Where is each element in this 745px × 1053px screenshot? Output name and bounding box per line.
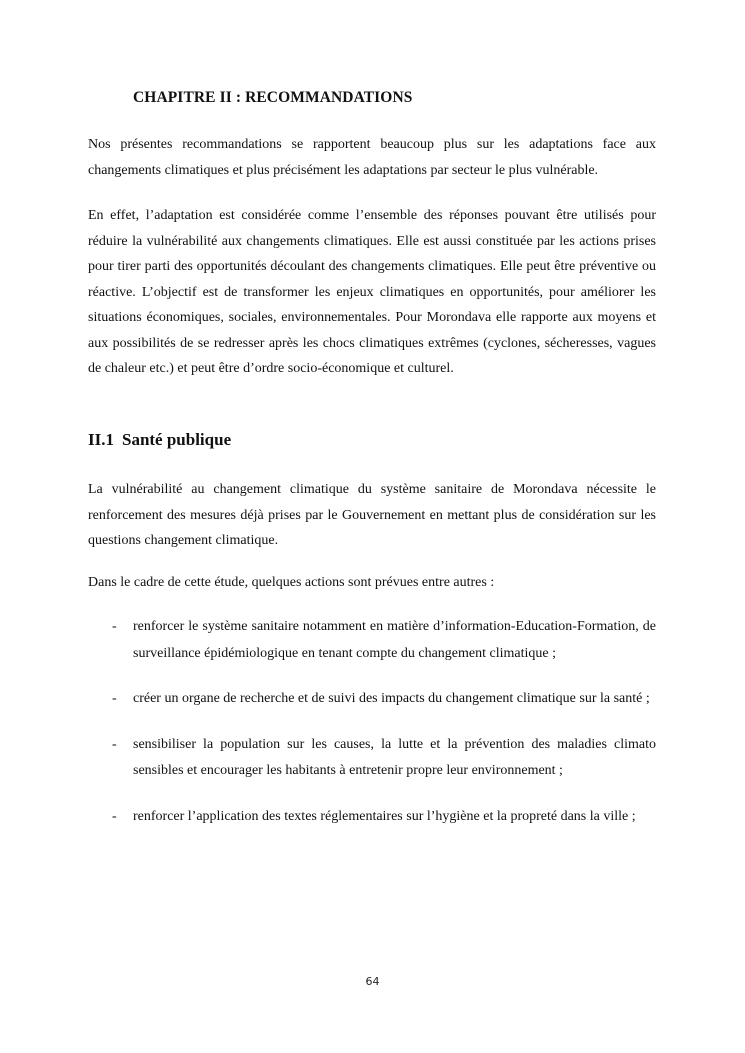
section-number: II.1 xyxy=(88,430,114,449)
list-item-text: sensibiliser la population sur les causes, la lutte et la prévention des maladies climato sensibles et encourager les habitants à entretenir propre leur environnement ; xyxy=(133,736,656,778)
bullet-dash: - xyxy=(112,808,117,824)
list-item xyxy=(88,804,656,831)
list-item xyxy=(88,686,656,713)
list-item-text: renforcer l’application des textes réglementaires sur l’hygiène et la propreté dans la ville ; xyxy=(133,808,636,824)
page-number: 64 xyxy=(365,975,380,988)
chapter-title: CHAPITRE II : RECOMMANDATIONS xyxy=(133,89,413,106)
list-item xyxy=(88,614,656,667)
bullet-dash: - xyxy=(112,691,117,706)
intro-paragraph-1: Nos présentes recommandations se rapportent beaucoup plus sur les adaptations face aux changements climatiques et plus précisément les adaptations par secteur le plus vulnérable. xyxy=(88,137,656,178)
bullet-dash: - xyxy=(112,736,117,752)
intro-paragraph-2: En effet, l’adaptation est considérée comme l’ensemble des réponses pouvant être utilisés pour réduire la vulnérabilité aux changements climatiques. Elle est aussi constituée par les actions prises pour tirer parti des opportunités découlant des changements climatiques. Elle peut être préventive ou réactive. L’objectif est de transformer les enjeux climatiques en opportunités, pour améliorer les situations économiques, sociales, environnementales. Pour Morondava elle rapporte aux moyens et aux possibilités de se redresser après les chocs climatiques extrêmes (cyclones, sécheresses, vagues de chaleur etc.) et peut être d’ordre socio-économique et culturel. xyxy=(88,208,656,376)
section-title: Santé publique xyxy=(121,430,232,449)
list-item-text: créer un organe de recherche et de suivi des impacts du changement climatique sur la santé ; xyxy=(133,691,650,706)
list-item xyxy=(88,732,656,785)
section-paragraph-2: Dans le cadre de cette étude, quelques actions sont prévues entre autres : xyxy=(88,575,495,590)
bullet-dash: - xyxy=(112,619,117,634)
list-item-text: renforcer le système sanitaire notamment en matière d’information-Education-Formation, de surveillance épidémiologique en tenant compte du changement climatique ; xyxy=(133,619,656,661)
section-paragraph-1: La vulnérabilité au changement climatique du système sanitaire de Morondava nécessite le renforcement des mesures déjà prises par le Gouvernement en mettant plus de considération sur les questions changement climatique. xyxy=(88,482,656,548)
action-list xyxy=(88,614,656,849)
section-heading xyxy=(88,430,231,450)
